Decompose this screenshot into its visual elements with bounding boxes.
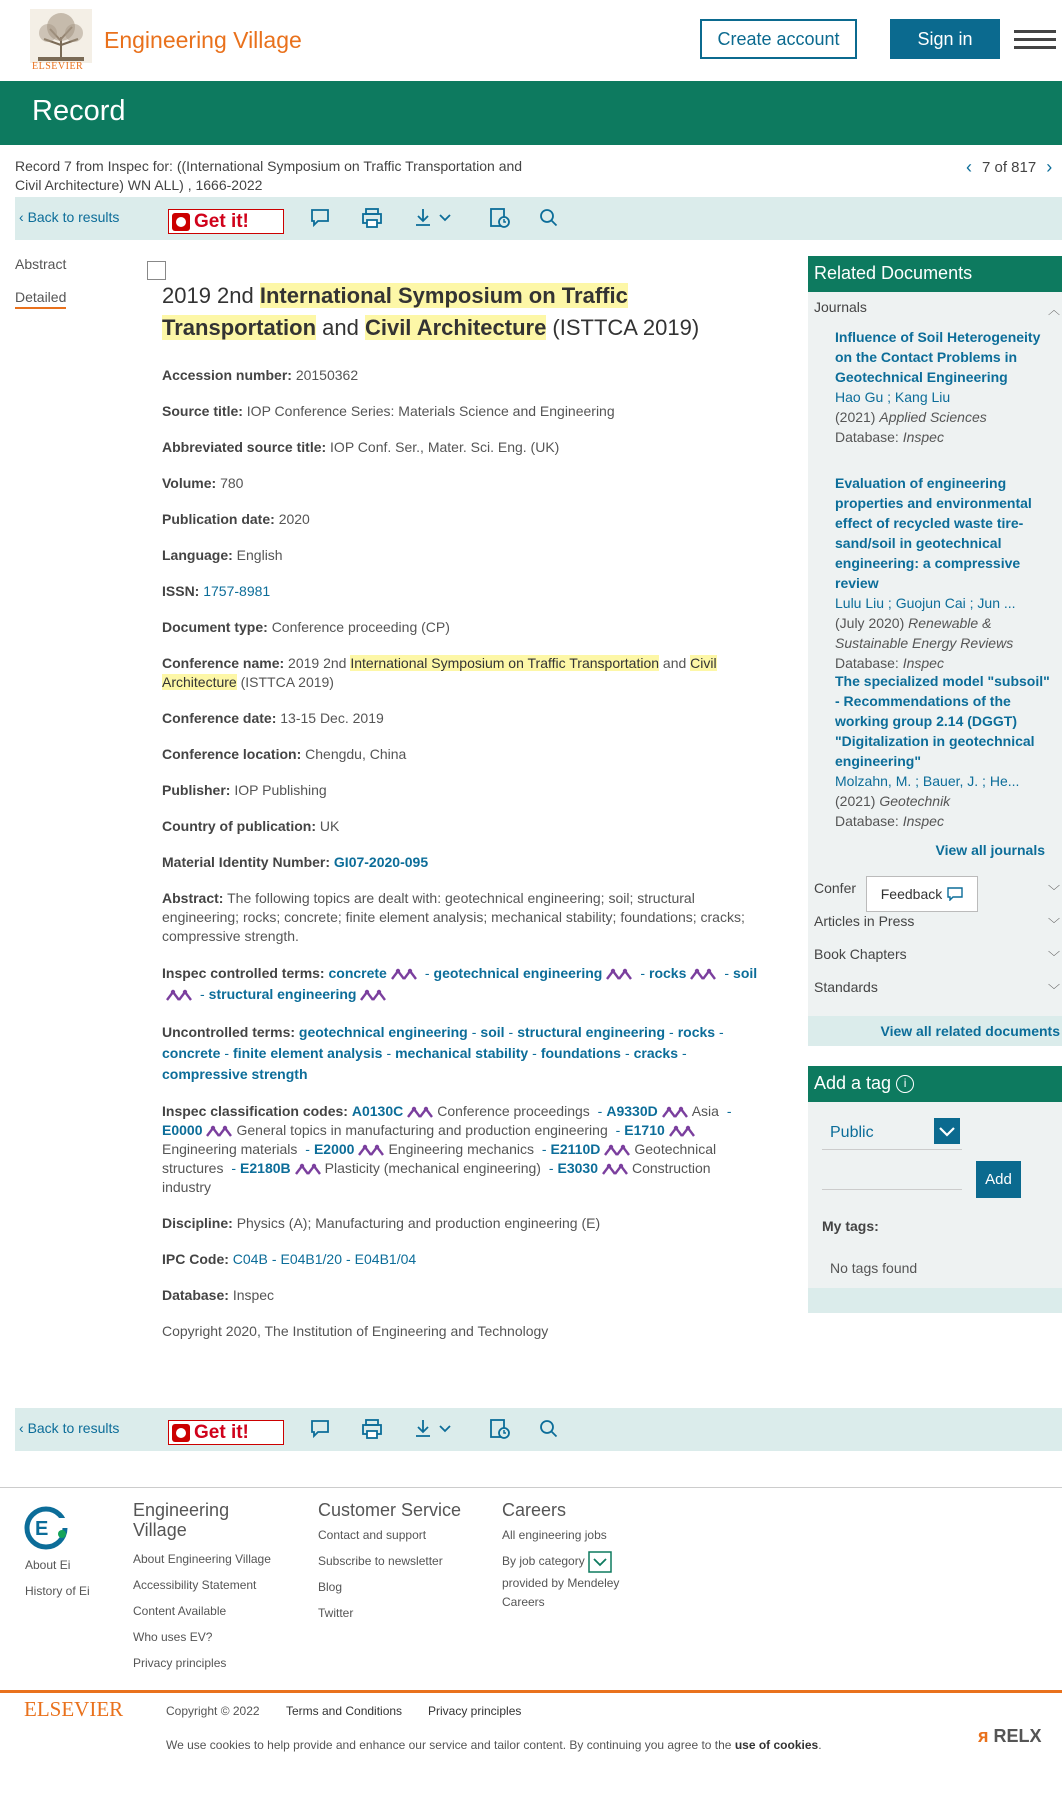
term-separator: - <box>541 1141 547 1157</box>
related-item-authors[interactable]: Lulu Liu ; Guojun Cai ; Jun ... <box>835 595 1016 611</box>
thesaurus-tree-icon[interactable] <box>358 988 388 1002</box>
site-header <box>0 0 1062 81</box>
about-ei-link[interactable]: About Ei <box>25 1558 71 1572</box>
related-journal-item: Influence of Soil Heterogeneity on the Contact Problems in Geotechnical Engineering Hao Gu ; Kang Liu (2021) Applied Sciences Database: Inspec <box>835 327 1057 447</box>
thesaurus-tree-icon[interactable] <box>293 1162 323 1176</box>
classification-code-description: Engineering materials <box>162 1141 302 1157</box>
book-chapters-section-label[interactable]: Book Chapters <box>814 946 907 962</box>
record-query-info: Record 7 from Inspec for: ((International Symposium on Traffic Transportation and Civil Architecture) WN ALL) , 1666-2022 <box>15 158 523 193</box>
record-toolbar-top <box>15 197 1062 240</box>
next-record-icon[interactable]: › <box>1046 157 1053 177</box>
footer-link[interactable]: Accessibility Statement <box>133 1578 257 1592</box>
history-icon[interactable] <box>488 1417 512 1441</box>
cookie-notice: We use cookies to help provide and enhance our service and tailor content. By continuing you agree to the use of cookies. <box>166 1738 822 1752</box>
term-separator: - <box>669 1024 674 1040</box>
uncontrolled-term-link[interactable]: structural engineering <box>517 1024 666 1040</box>
classification-code-description: General topics in manufacturing and production engineering <box>236 1122 612 1138</box>
term-separator: - <box>305 1141 310 1157</box>
record-view-nav <box>15 256 66 326</box>
privacy-link[interactable]: Privacy principles <box>428 1704 522 1718</box>
issn-link[interactable]: 1757-8981 <box>203 583 271 599</box>
related-documents-panel <box>808 256 1062 1046</box>
term-separator: - <box>508 1024 514 1040</box>
discipline-field: Discipline: Physics (A); Manufacturing and production engineering (E) <box>162 1215 601 1231</box>
uncontrolled-term-link[interactable]: compressive strength <box>162 1066 308 1082</box>
classification-code-description: Engineering mechanics <box>388 1141 538 1157</box>
classification-code-link[interactable]: E3030 <box>557 1160 598 1176</box>
controlled-term-link[interactable]: structural engineering <box>208 986 357 1002</box>
ipc-code-link[interactable]: E04B1/04 <box>354 1251 417 1267</box>
term-separator: - <box>640 965 646 981</box>
footer-link[interactable]: Content Available <box>133 1604 227 1618</box>
ipc-code-field: IPC Code: C04B - E04B1/20 - E04B1/04 <box>162 1251 417 1267</box>
abstract-view-link[interactable]: Abstract <box>15 256 67 272</box>
footer-link[interactable]: Blog <box>318 1580 343 1594</box>
source-title-field: Source title: IOP Conference Series: Materials Science and Engineering <box>162 403 615 419</box>
language-field: Language: English <box>162 547 283 563</box>
print-icon[interactable] <box>360 206 384 230</box>
footer-ei-links <box>25 1552 90 1604</box>
term-separator: - <box>231 1160 237 1176</box>
thesaurus-tree-icon[interactable] <box>405 1105 435 1119</box>
controlled-term-link[interactable]: geotechnical engineering <box>433 965 603 981</box>
related-item-authors[interactable]: Molzahn, M. ; Bauer, J. ; He... <box>835 773 1020 789</box>
tag-panel-footer <box>808 1288 1062 1313</box>
conferences-section-label[interactable]: Confer <box>814 880 857 896</box>
uncontrolled-term-link[interactable]: rocks <box>677 1024 716 1040</box>
record-fields <box>162 366 762 1358</box>
term-separator: - <box>548 1160 554 1176</box>
uncontrolled-term-link[interactable]: mechanical stability <box>395 1045 529 1061</box>
controlled-term-link[interactable]: rocks <box>649 965 687 981</box>
elsevier-wordmark: ELSEVIER <box>32 61 84 72</box>
get-it-button[interactable]: Get it! <box>168 1420 284 1445</box>
material-identity-link[interactable]: GI07-2020-095 <box>333 854 429 870</box>
copyright-field: Copyright 2020, The Institution of Engineering and Technology <box>162 1323 549 1339</box>
thesaurus-tree-icon[interactable] <box>164 988 194 1002</box>
footer-col-careers <box>502 1500 642 1612</box>
ei-logo[interactable] <box>22 1504 72 1552</box>
classification-code-link[interactable]: E2000 <box>313 1141 355 1157</box>
term-separator: - <box>724 965 730 981</box>
term-separator: - <box>682 1045 687 1061</box>
classification-code-link[interactable]: A0130C <box>351 1103 404 1119</box>
issn-field: ISSN: 1757-8981 <box>162 583 271 599</box>
history-icon[interactable] <box>488 206 512 230</box>
back-to-results-link[interactable]: ‹ Back to results <box>19 1420 120 1436</box>
term-separator: - <box>597 1103 603 1119</box>
controlled-terms-field: Inspec controlled terms: concrete - geotechnical engineering - rocks - soil- structural engineering <box>162 965 758 1002</box>
relx-logo[interactable]: ᴙ RELX <box>978 1726 1042 1746</box>
related-item-title[interactable]: The specialized model "subsoil" - Recommendations of the working group 2.14 (DGGT) "Digitalization in geotechnical engineering" <box>835 673 1050 769</box>
footer-col-title: Customer Service <box>318 1500 462 1520</box>
thesaurus-tree-icon[interactable] <box>389 967 419 981</box>
comment-icon[interactable] <box>308 1417 332 1441</box>
my-tags-label: My tags: <box>822 1218 879 1234</box>
controlled-term-link[interactable]: concrete <box>328 965 387 981</box>
footer-link[interactable]: Twitter <box>318 1606 354 1620</box>
footer-link[interactable]: About Engineering Village <box>133 1552 271 1566</box>
chevron-down-icon[interactable]: ﹀ <box>1047 917 1060 931</box>
previous-record-icon[interactable]: ‹ <box>966 157 972 177</box>
classification-code-link[interactable]: E0000 <box>162 1122 203 1138</box>
chevron-down-icon[interactable] <box>588 1551 612 1573</box>
term-separator: - <box>271 1251 277 1267</box>
term-separator: - <box>424 965 430 981</box>
copyright-text: Copyright © 2022 <box>166 1704 260 1718</box>
download-icon[interactable] <box>413 1417 457 1441</box>
chevron-down-icon[interactable]: ﹀ <box>1047 983 1060 997</box>
elsevier-footer-logo[interactable]: ELSEVIER <box>24 1697 124 1721</box>
term-separator: - <box>719 1024 724 1040</box>
search-icon[interactable] <box>537 1417 561 1441</box>
related-item-title[interactable]: Evaluation of engineering properties and environmental effect of recycled waste tire-sand/soil in geotechnical engineering: a compressive review <box>835 475 1032 591</box>
footer-col-title: Careers <box>502 1500 567 1520</box>
footer-link[interactable]: Contact and support <box>318 1528 427 1542</box>
page-title: Record <box>32 95 126 127</box>
conference-location-field: Conference location: Chengdu, China <box>162 746 407 762</box>
back-to-results-link[interactable]: ‹ Back to results <box>19 209 120 225</box>
ipc-code-link[interactable]: E04B1/20 <box>280 1251 342 1267</box>
record-toolbar-bottom <box>15 1408 1062 1451</box>
publication-date-field: Publication date: 2020 <box>162 511 310 527</box>
classification-code-link[interactable]: E1710 <box>624 1122 665 1138</box>
term-separator: - <box>532 1045 537 1061</box>
standards-section-label[interactable]: Standards <box>814 979 878 995</box>
footer-divider <box>0 1487 1062 1488</box>
classification-code-description: Plasticity (mechanical engineering) <box>324 1160 545 1176</box>
classification-code-description: Conference proceedings <box>437 1103 594 1119</box>
feedback-icon <box>947 887 963 901</box>
print-icon[interactable] <box>360 1417 384 1441</box>
create-account-button[interactable]: Create account <box>700 19 857 59</box>
view-all-related-row <box>808 1016 1062 1046</box>
term-separator: - <box>615 1122 621 1138</box>
tag-visibility-select[interactable]: Public <box>822 1114 962 1150</box>
footer-link[interactable]: Subscribe to newsletter <box>318 1554 443 1568</box>
record-pagination <box>966 157 1052 178</box>
footer-link[interactable]: Who uses EV? <box>133 1630 213 1644</box>
tag-input[interactable] <box>822 1162 962 1190</box>
classification-code-link[interactable]: A9330D <box>606 1103 658 1119</box>
classification-code-link[interactable]: E2110D <box>550 1141 601 1157</box>
publisher-field: Publisher: IOP Publishing <box>162 782 327 798</box>
thesaurus-tree-icon[interactable] <box>667 1124 697 1138</box>
ipc-code-link[interactable]: C04B <box>232 1251 268 1267</box>
brand-name[interactable]: Engineering Village <box>104 27 302 53</box>
chevron-down-icon[interactable] <box>934 1118 960 1144</box>
document-type-field: Document type: Conference proceeding (CP) <box>162 619 450 635</box>
thesaurus-tree-icon[interactable] <box>688 967 718 981</box>
page-title-bar <box>0 81 1062 145</box>
classification-code-description: Asia <box>691 1103 723 1119</box>
uncontrolled-term-link[interactable]: finite element analysis <box>233 1045 383 1061</box>
download-icon[interactable] <box>413 206 457 230</box>
search-icon[interactable] <box>537 206 561 230</box>
database-field: Database: Inspec <box>162 1287 275 1303</box>
conference-date-field: Conference date: 13-15 Dec. 2019 <box>162 710 384 726</box>
classification-code-description: Geotechnical structures <box>162 1141 717 1176</box>
no-tags-message: No tags found <box>830 1260 918 1276</box>
thesaurus-tree-icon[interactable] <box>600 1162 630 1176</box>
hamburger-menu-icon[interactable] <box>1014 30 1056 50</box>
mendeley-careers-text: provided by Mendeley Careers <box>502 1576 620 1609</box>
country-field: Country of publication: UK <box>162 818 340 834</box>
thesaurus-tree-icon[interactable] <box>204 1124 234 1138</box>
uncontrolled-term-link[interactable]: concrete <box>162 1045 221 1061</box>
select-record-checkbox[interactable] <box>147 261 166 280</box>
info-icon[interactable]: i <box>896 1075 914 1093</box>
related-documents-heading: Related Documents <box>808 256 1062 292</box>
abbreviated-source-field: Abbreviated source title: IOP Conf. Ser., Mater. Sci. Eng. (UK) <box>162 439 560 455</box>
record-position: 7 of 817 <box>982 159 1037 176</box>
volume-field: Volume: 780 <box>162 475 244 491</box>
detailed-view-link[interactable]: Detailed <box>15 289 66 309</box>
uncontrolled-term-link[interactable]: foundations <box>540 1045 621 1061</box>
related-item-authors[interactable]: Hao Gu ; Kang Liu <box>835 389 951 405</box>
abstract-field: Abstract: The following topics are dealt with: geotechnical engineering; soil; structural engineering; rocks; concrete; finite element analysis; mechanical stability; foundations; cracks; compressive strength. <box>162 890 745 944</box>
uncontrolled-terms-field: Uncontrolled terms: geotechnical engineering - soil - structural engineering - rocks -concrete - finite element analysis - mechanical stability - foundations - cracks -compressive strength <box>162 1024 724 1082</box>
comment-icon[interactable] <box>308 206 332 230</box>
sign-in-button[interactable]: Sign in <box>890 19 1000 59</box>
add-tag-heading: Add a tag i <box>808 1066 1062 1102</box>
thesaurus-tree-icon[interactable] <box>604 967 634 981</box>
view-all-journals-link[interactable]: View all journals <box>935 842 1045 858</box>
related-journal-item: The specialized model "subsoil" - Recommendations of the working group 2.14 (DGGT) "Digitalization in geotechnical engineering" Molzahn, M. ; Bauer, J. ; He... (2021) Geotechnik Database: Inspec <box>835 671 1057 831</box>
cookies-link[interactable]: use of cookies <box>734 1738 819 1752</box>
chevron-down-icon[interactable]: ﹀ <box>1047 950 1060 964</box>
footer-col-engineering-village <box>133 1500 283 1676</box>
term-separator: - <box>726 1103 732 1119</box>
related-journal-item: Evaluation of engineering properties and environmental effect of recycled waste tire-sand/soil in geotechnical engineering: a compressive review Lulu Liu ; Guojun Cai ; Jun ... (July 2020) Renewable & Sustainable Energy Reviews Database: Inspec <box>835 473 1057 673</box>
term-separator: - <box>624 1045 630 1061</box>
accession-number-field: Accession number: 20150362 <box>162 367 359 383</box>
material-identity-field: Material Identity Number: GI07-2020-095 <box>162 854 429 870</box>
thesaurus-tree-icon[interactable] <box>660 1105 690 1119</box>
footer-col-title: Engineering Village <box>133 1500 230 1540</box>
chevron-up-icon[interactable]: ︿ <box>1047 303 1060 317</box>
classification-codes-field: Inspec classification codes: A0130C Conference proceedings - A9330D Asia -E0000 General topics in manufacturing and production engineering - E1710Engineering materials - E2000 Engineering mechanics - E2110D Geotechnical structures - E2180B Plasticity (mechanical engineering) - E3030 Construction industry <box>162 1103 732 1195</box>
controlled-term-link[interactable]: soil <box>733 965 758 981</box>
term-separator: - <box>345 1251 351 1267</box>
conference-name-field: Conference name: 2019 2nd International Symposium on Traffic Transportation and Civil Architecture (ISTTCA 2019) <box>162 655 717 690</box>
footer-col-customer-service <box>318 1500 478 1626</box>
get-it-button[interactable]: Get it! <box>168 209 284 234</box>
classification-code-link[interactable]: E2180B <box>240 1160 291 1176</box>
thesaurus-tree-icon[interactable] <box>356 1143 386 1157</box>
terms-link[interactable]: Terms and Conditions <box>286 1704 403 1718</box>
term-separator: - <box>200 986 205 1002</box>
uncontrolled-term-link[interactable]: cracks <box>633 1045 679 1061</box>
add-tag-panel <box>808 1066 1062 1313</box>
add-tag-button[interactable]: Add <box>976 1161 1021 1198</box>
document-title: 2019 2nd International Symposium on Traffic Transportation and Civil Architecture (ISTTCA 2019) <box>162 283 700 340</box>
uncontrolled-term-link[interactable]: geotechnical engineering <box>298 1024 468 1040</box>
footer-link[interactable]: Privacy principles <box>133 1656 227 1670</box>
chevron-down-icon[interactable]: ﹀ <box>1047 884 1060 898</box>
uncontrolled-term-link[interactable]: soil <box>480 1024 505 1040</box>
feedback-button[interactable]: Feedback <box>866 876 978 912</box>
library-emblem-icon <box>172 213 190 231</box>
term-separator: - <box>471 1024 477 1040</box>
footer-accent-line <box>0 1690 1062 1693</box>
journals-section-label[interactable]: Journals <box>814 299 867 315</box>
thesaurus-tree-icon[interactable] <box>602 1143 632 1157</box>
library-emblem-icon <box>172 1424 190 1442</box>
job-category-select[interactable]: By job category <box>502 1548 642 1574</box>
svg-text:E: E <box>35 1518 49 1540</box>
term-separator: - <box>224 1045 230 1061</box>
footer-link[interactable]: All engineering jobs <box>502 1528 607 1542</box>
articles-in-press-section-label[interactable]: Articles in Press <box>814 913 915 929</box>
history-ei-link[interactable]: History of Ei <box>25 1584 90 1598</box>
related-item-title[interactable]: Influence of Soil Heterogeneity on the Contact Problems in Geotechnical Engineering <box>835 329 1041 385</box>
view-all-related-link[interactable]: View all related documents <box>880 1023 1060 1039</box>
term-separator: - <box>386 1045 392 1061</box>
classification-code-description: Construction industry <box>162 1160 711 1195</box>
